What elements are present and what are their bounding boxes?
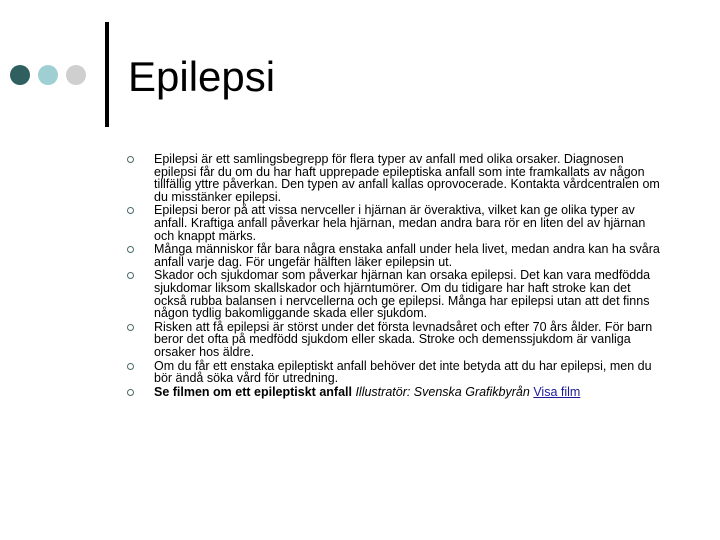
bullet-text: Epilepsi beror på att vissa nervceller i hjärnan är överaktiva, vilket kan ge olika typer av anfall. Kraftiga anfall påverkar hela hjärnan, medan andra bara rör en liten del av hjärnan och knappt märks. bbox=[154, 203, 646, 243]
list-item bbox=[126, 204, 662, 242]
bullet-icon bbox=[127, 363, 134, 370]
bullet-text: Om du får ett enstaka epileptiskt anfall behöver det inte betyda att du har epilepsi, men du bör ändå söka vård för utredning. bbox=[154, 358, 652, 386]
bullet-icon bbox=[127, 389, 134, 396]
bullet-text: Epilepsi är ett samlingsbegrepp för flera typer av anfall med olika orsaker. Diagnosen epilepsi får du om du har haft upprepade epileptiska anfall som inte framkallats av någon tillfällig yttre påverkan. Den typen av anfall kallas oprovocerade. Kontakta vårdcentralen om du misstänker epilepsi. bbox=[154, 152, 660, 204]
list-item bbox=[126, 386, 662, 399]
list-item bbox=[126, 360, 662, 385]
list-item bbox=[126, 153, 662, 203]
watch-film-link[interactable]: Visa film bbox=[533, 384, 581, 399]
film-heading: Se filmen om ett epileptiskt anfall bbox=[154, 384, 352, 399]
bullet-text: Skador och sjukdomar som påverkar hjärnan kan orsaka epilepsi. Det kan vara medfödda sjukdomar liksom skallskador och hjärntumörer. Om du tidigare har haft stroke kan det också rubba balansen i nervcellerna och ge epilepsi. Många har epilepsi utan att det finns någon tydlig bakomliggande skada eller sjukdom. bbox=[154, 268, 651, 321]
decorative-dots bbox=[10, 65, 100, 85]
bullet-text: Risken att få epilepsi är störst under det första levnadsåret och efter 70 års ålder. För barn beror det ofta på medfödd sjukdom eller skada. Stroke och demenssjukdom är vanliga orsaker hos äldre. bbox=[154, 319, 653, 359]
list-item bbox=[126, 269, 662, 319]
bullet-icon bbox=[127, 272, 134, 279]
slide-title: Epilepsi bbox=[128, 53, 276, 100]
list-item bbox=[126, 321, 662, 359]
bullet-text: Många människor får bara några enstaka anfall under hela livet, medan andra kan ha svåra anfall varje dag. För ungefär hälften läker epilepsin ut. bbox=[154, 242, 660, 269]
bullet-icon bbox=[127, 324, 134, 331]
grey-dot bbox=[66, 65, 86, 85]
bullet-list bbox=[126, 153, 662, 399]
dark-teal-dot bbox=[10, 65, 30, 85]
list-item bbox=[126, 243, 662, 268]
illustrator-credit: Illustratör: Svenska Grafikbyrån bbox=[355, 384, 530, 399]
bullet-icon bbox=[127, 246, 134, 253]
title-divider-line bbox=[105, 22, 109, 127]
light-teal-dot bbox=[38, 65, 58, 85]
bullet-icon bbox=[127, 156, 134, 163]
bullet-icon bbox=[127, 207, 134, 214]
